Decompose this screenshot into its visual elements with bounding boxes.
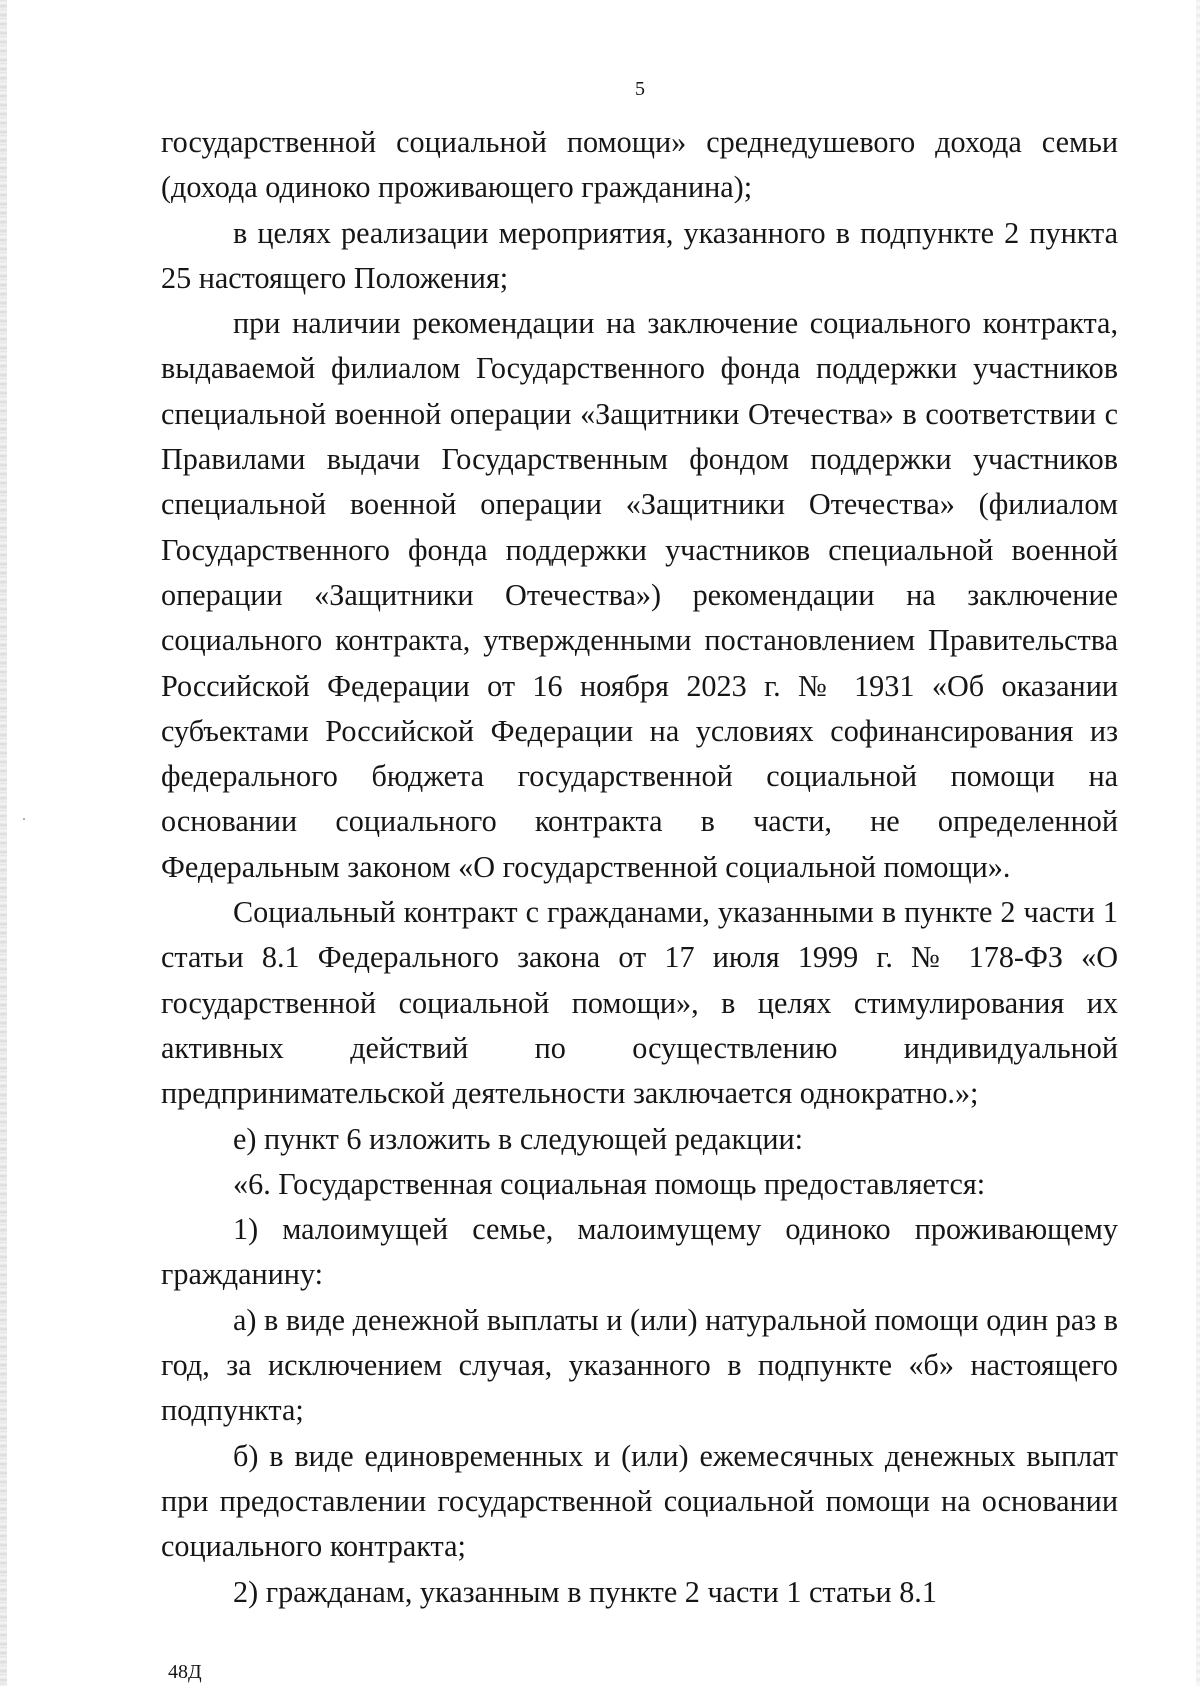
paragraph: «6. Государственная социальная помощь предоставляется: [233, 1166, 986, 1201]
scan-speck [23, 818, 25, 820]
paragraph: 1) малоимущей семье, малоимущему одиноко проживающему гражданину: [161, 1212, 1118, 1292]
paragraph: е) пункт 6 изложить в следующей редакции: [233, 1121, 804, 1156]
paragraph: б) в виде единовременных и (или) ежемесячных денежных выплат при предоставлении государственной социальной помощи на основании социального контракта; [161, 1438, 1118, 1564]
document-body [161, 120, 1118, 1615]
scan-edge-right [1196, 0, 1200, 1686]
paragraph: государственной социальной помощи» среднедушевого дохода семьи (дохода одиноко проживающего гражданина); [161, 125, 1118, 205]
page-number: 5 [635, 78, 645, 100]
paragraph: в целях реализации мероприятия, указанного в подпункте 2 пункта 25 настоящего Положения; [161, 215, 1118, 295]
scan-edge-left [0, 0, 7, 1686]
document-code: 48Д [168, 1661, 202, 1683]
paragraph: 2) гражданам, указанным в пункте 2 части 1 статьи 8.1 [233, 1574, 937, 1609]
paragraph: а) в виде денежной выплаты и (или) натуральной помощи один раз в год, за исключением случая, указанного в подпункте «б» настоящего подпункта; [161, 1302, 1118, 1428]
paragraph: при наличии рекомендации на заключение социального контракта, выдаваемой филиалом Государственного фонда поддержки участников специальной военной операции «Защитники Отечества» в соответствии с Правилами выдачи Государственным фондом поддержки участников специальной военной операции «Защитники Отечества» (филиалом Государственного фонда поддержки участников специальной военной операции «Защитники Отечества») рекомендации на заключение социального контракта, утвержденными постановлением Правительства Российской Федерации от 16 ноября 2023 г. № 1931 «Об оказании субъектами Российской Федерации на условиях софинансирования из федерального бюджета государственной социальной помощи на основании социального контракта в части, не определенной Федеральным законом «О государственной социальной помощи». [161, 306, 1118, 884]
paragraph: Социальный контракт с гражданами, указанными в пункте 2 части 1 статьи 8.1 Федерального закона от 17 июля 1999 г. № 178-ФЗ «О государственной социальной помощи», в целях стимулирования их активных действий по осуществлению индивидуальной предпринимательской деятельности заключается однократно.»; [161, 895, 1118, 1111]
